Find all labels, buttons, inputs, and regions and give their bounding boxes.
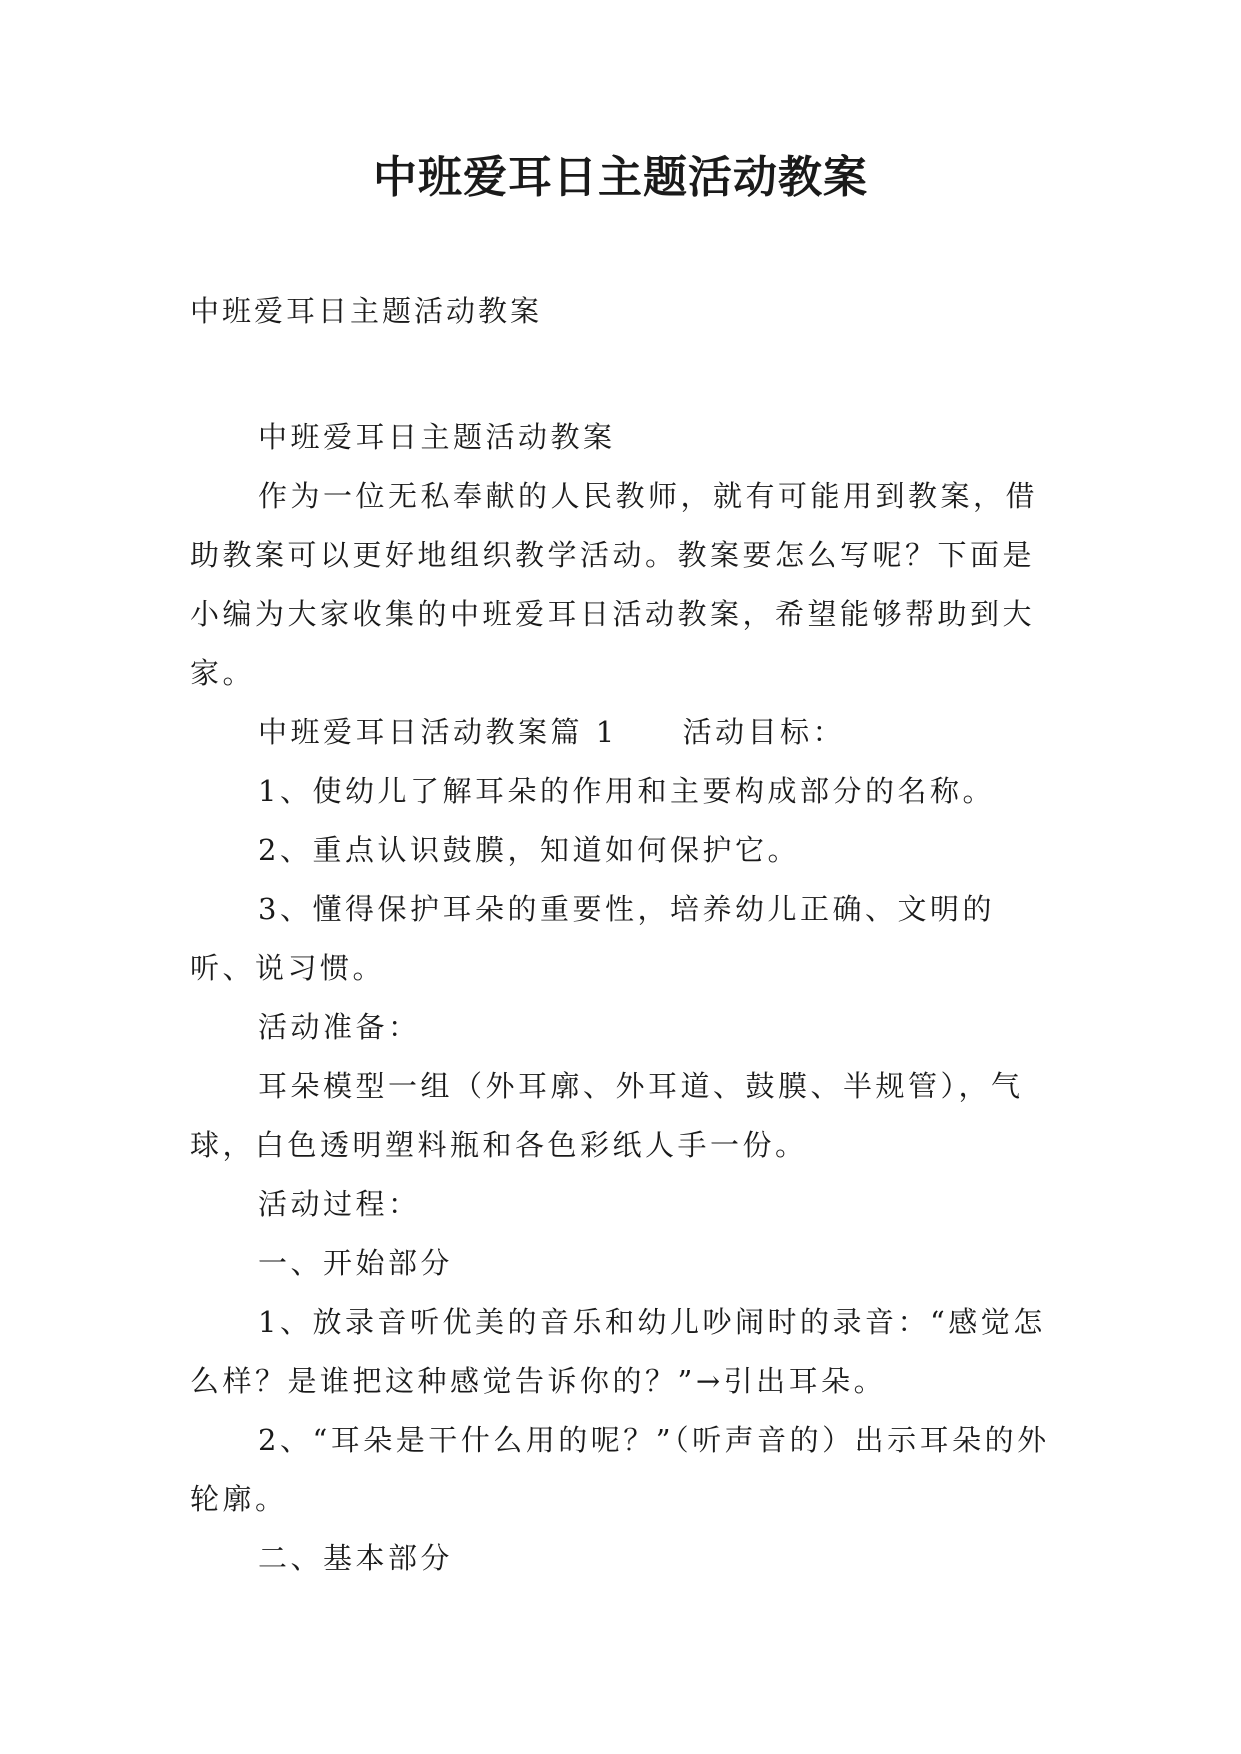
document-body [190, 408, 1052, 1588]
document-subtitle: 中班爱耳日主题活动教案 [190, 294, 543, 328]
paragraph-goal-1: 1、使幼儿了解耳朵的作用和主要构成部分的名称。 [258, 774, 995, 808]
paragraph-preparation: 耳朵模型一组（外耳廓、外耳道、鼓膜、半规管），气球，白色透明塑料瓶和各色彩纸人手一份。 [190, 1069, 1024, 1162]
paragraph-intro: 作为一位无私奉献的人民教师，就有可能用到教案，借助教案可以更好地组织教学活动。教案要怎么写呢？下面是小编为大家收集的中班爱耳日活动教案，希望能够帮助到大家。 [190, 479, 1039, 690]
paragraph-preparation-heading: 活动准备： [258, 1010, 421, 1044]
paragraph-heading: 中班爱耳日主题活动教案 [258, 420, 616, 454]
document-title: 中班爱耳日主题活动教案 [373, 152, 868, 203]
paragraph-goal-2: 2、重点认识鼓膜，知道如何保护它。 [258, 833, 800, 867]
paragraph-step-2: 2、“耳朵是干什么用的呢？”（听声音的）出示耳朵的外轮廓。 [190, 1423, 1050, 1516]
paragraph-process-heading: 活动过程： [258, 1187, 421, 1221]
paragraph-step-1: 1、放录音听优美的音乐和幼儿吵闹时的录音：“感觉怎么样？是谁把这种感觉告诉你的？”→引出耳朵。 [190, 1305, 1046, 1398]
paragraph-part-2-heading: 二、基本部分 [258, 1541, 454, 1575]
paragraph-section-goals: 中班爱耳日活动教案篇 1 活动目标： [258, 715, 846, 749]
paragraph-part-1-heading: 一、开始部分 [258, 1246, 454, 1280]
paragraph-goal-3: 3、懂得保护耳朵的重要性，培养幼儿正确、文明的听、说习惯。 [190, 892, 995, 985]
